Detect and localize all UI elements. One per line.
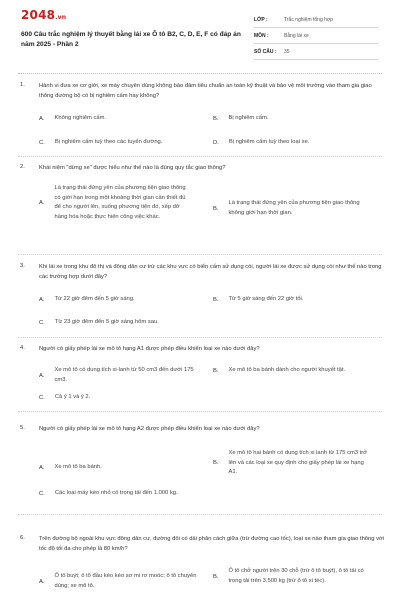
option-a[interactable] <box>39 366 209 385</box>
option-b[interactable] <box>213 567 385 586</box>
option-text: Là trạng thái đứng yên của phương tiện giao thông có giới hạn trong một khoảng thời gian cần thiết đủ để cho người lên, xuống phương tiện đó, xếp dỡ hàng hóa hoặc thực hiện công việc khác. <box>54 185 186 220</box>
option-letter: A. <box>39 578 45 585</box>
option-a[interactable] <box>39 184 211 222</box>
page-header <box>0 0 400 62</box>
option-c[interactable] <box>39 393 209 403</box>
option-a[interactable] <box>39 295 209 305</box>
page-title: 600 Câu trắc nghiệm lý thuyết bằng lái xe Ô tô B2, C, D, E, F có đáp án năm 2025 - Phần 2 <box>21 31 241 48</box>
question-number: 4. <box>20 345 25 351</box>
option-letter: A. <box>39 200 45 206</box>
question-number: 2. <box>20 164 25 170</box>
option-b[interactable] <box>213 199 383 218</box>
question-number: 6. <box>20 535 25 541</box>
option-d[interactable] <box>213 138 383 148</box>
option-a[interactable] <box>39 572 211 591</box>
option-text: Bị nghiêm cấm. <box>228 115 269 121</box>
option-text: Là trạng thái đứng yên của phương tiện giao thông không giới hạn thời gian. <box>228 200 360 216</box>
question-number: 5. <box>20 425 25 431</box>
option-letter: A. <box>39 296 45 303</box>
option-a[interactable] <box>39 114 209 124</box>
option-letter: C. <box>39 139 45 146</box>
option-text: Xe mô tô ba bánh dành cho người khuyết tật. <box>228 367 346 373</box>
question-text: Người có giấy phép lái xe mô tô hạng A1 được phép điều khiển loại xe nào dưới đây? <box>39 346 260 352</box>
option-letter: B. <box>213 296 219 303</box>
question-separator <box>18 514 382 515</box>
meta-row-count <box>254 44 378 60</box>
option-letter: C. <box>39 490 45 497</box>
option-letter: B. <box>213 205 219 212</box>
option-b[interactable] <box>213 114 383 124</box>
option-letter: B. <box>213 367 219 374</box>
option-text: Xe mô tô hai bánh có dung tích xi lanh từ 175 cm3 trở lên và các loại xe quy định cho giấy phép lái xe hạng A1. <box>228 450 367 475</box>
question-list <box>0 82 400 600</box>
option-c[interactable] <box>39 318 239 328</box>
option-letter: C. <box>39 394 45 401</box>
question-separator <box>18 337 382 338</box>
meta-value: Bằng lái xe <box>284 32 309 39</box>
option-text: Xe mô tô ba bánh. <box>54 464 102 470</box>
option-letter: C. <box>39 319 45 326</box>
option-text: Từ 5 giờ sáng đến 22 giờ tối. <box>228 296 304 302</box>
option-a[interactable] <box>39 463 209 473</box>
header-divider <box>18 73 382 74</box>
question-text: Khái niệm "dừng xe" được hiểu như thế nào là đúng quy tắc giao thông? <box>39 165 226 171</box>
meta-key: MÔN : <box>254 32 269 39</box>
question-text: Người có giấy phép lái xe mô tô hạng A2 được phép điều khiển loại xe nào dưới đây? <box>39 426 260 432</box>
option-b[interactable] <box>213 449 385 478</box>
option-text: Ô tô chở người trên 30 chỗ (trừ ô tô buýt), ô tô tải có trọng tải trên 3.500 kg (trừ ô tô xi téc). <box>228 568 364 584</box>
meta-row-class <box>254 12 378 28</box>
meta-key: LỚP : <box>254 16 268 23</box>
option-letter: A. <box>39 464 45 471</box>
meta-value: Trắc nghiệm tổng hợp <box>284 16 333 23</box>
option-b[interactable] <box>213 366 383 376</box>
meta-row-subject <box>254 28 378 44</box>
option-text: Các loại máy kéo nhỏ có trọng tải đến 1.000 kg. <box>54 490 178 496</box>
option-text: Xe mô tô có dung tích xi-lanh từ 50 cm3 đến dưới 175 cm3. <box>54 367 194 383</box>
option-c[interactable] <box>39 138 209 148</box>
meta-table <box>254 12 378 60</box>
question-text: Hành vi đưa xe cơ giới, xe máy chuyên dùng không bảo đảm tiêu chuẩn an toàn kỹ thuật và bảo vệ môi trường vào tham gia giao thông đường bộ có bị nghiêm cấm hay không? <box>39 83 372 99</box>
question-text: Trên đường bộ ngoài khu vực đông dân cư, đường đôi có dải phân cách giữa (trừ đường cao tốc), loại xe nào tham gia giao thông với tốc độ tối đa cho phép là 80 km/h? <box>39 536 385 552</box>
logo-main: 2048 <box>21 8 56 22</box>
option-text: Bị nghiêm cấm tuỳ theo loại xe. <box>228 139 310 145</box>
meta-key: SỐ CÂU : <box>254 48 277 55</box>
option-letter: B. <box>213 573 219 580</box>
option-text: Từ 22 giờ đêm đến 5 giờ sáng. <box>54 296 135 302</box>
question-number: 1. <box>20 82 25 88</box>
option-text: Bị nghiêm cấm tuỳ theo các tuyến đường. <box>54 139 163 145</box>
question-separator <box>18 156 382 157</box>
meta-value: 35 <box>284 48 290 55</box>
option-letter: B. <box>213 460 219 467</box>
question-separator <box>18 254 382 255</box>
option-text: Không nghiêm cấm. <box>54 115 107 121</box>
option-letter: A. <box>39 115 45 122</box>
question-separator <box>18 411 382 412</box>
option-text: Ô tô buýt; ô tô đầu kéo kéo sơ mi rơ moóc; ô tô chuyên dùng; xe mô tô. <box>54 573 197 589</box>
option-letter: B. <box>213 115 219 122</box>
option-text: Từ 23 giờ đêm đến 5 giờ sáng hôm sau. <box>54 319 159 325</box>
question-text: Khi lái xe trong khu đô thị và đông dân cư trừ các khu vực có biển cấm sử dụng còi, người lái xe được sử dụng còi như thế nào trong các trường hợp dưới đây? <box>39 264 382 280</box>
option-c[interactable] <box>39 489 209 499</box>
option-b[interactable] <box>213 295 383 305</box>
option-letter: D. <box>213 139 219 146</box>
option-text: Cả ý 1 và ý 2. <box>54 394 91 400</box>
logo-suffix: .vn <box>55 14 67 21</box>
question-number: 3. <box>20 263 25 269</box>
option-letter: A. <box>39 372 45 379</box>
